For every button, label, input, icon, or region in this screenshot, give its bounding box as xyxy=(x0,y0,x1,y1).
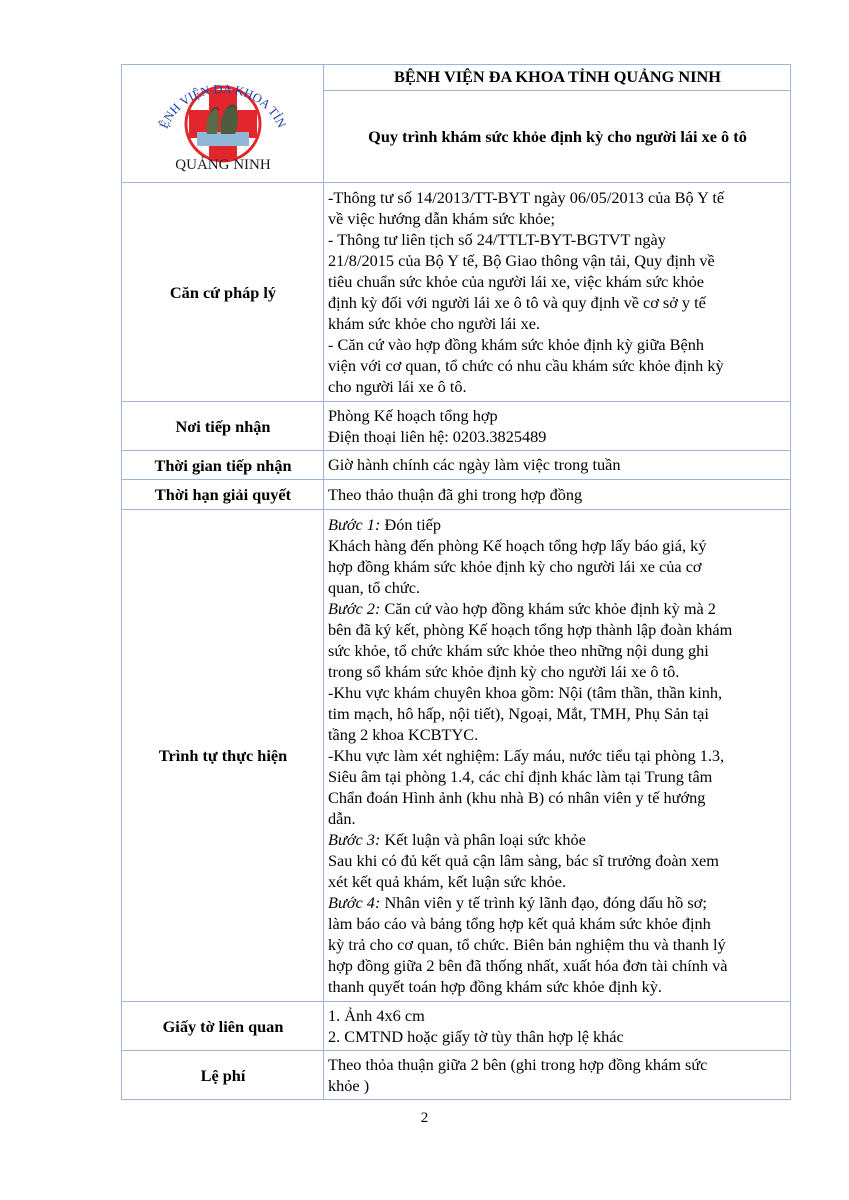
documents-label: Giấy tờ liên quan xyxy=(122,1002,324,1051)
step-3-heading xyxy=(328,829,787,850)
procedure-content xyxy=(324,510,791,1002)
procedure-label: Trình tự thực hiện xyxy=(122,510,324,1002)
row-documents xyxy=(122,1002,791,1051)
legal-basis-line: khám sức khỏe cho người lái xe. xyxy=(328,314,541,333)
step-1-line: quan, tổ chức. xyxy=(328,578,421,597)
fee-line: Theo thỏa thuận giữa 2 bên (ghi trong hợp đồng khám sức xyxy=(328,1055,708,1074)
legal-basis-line: về việc hướng dẫn khám sức khỏe; xyxy=(328,209,555,228)
row-reception-time xyxy=(122,451,791,480)
step-4-label: Bước 4: xyxy=(328,893,381,912)
logo-bottom-text: QUẢNG NINH xyxy=(174,157,271,173)
step-1-line: Khách hàng đến phòng Kế hoạch tổng hợp lấy báo giá, ký xyxy=(328,536,707,555)
page-number: 2 xyxy=(420,1110,429,1126)
step-4-line: làm báo cáo và bảng tổng hợp kết quả khám sức khỏe định xyxy=(328,914,711,933)
step-3-line: xét kết quả khám, kết luận sức khỏe. xyxy=(328,872,567,891)
row-legal-basis xyxy=(122,183,791,402)
step-2-line: Siêu âm tại phòng 1.4, các chỉ định khác làm tại Trung tâm xyxy=(328,767,713,786)
row-procedure xyxy=(122,510,791,1002)
legal-basis-line: - Thông tư liên tịch số 24/TTLT-BYT-BGTVT ngày xyxy=(328,230,666,249)
step-4-line: hợp đồng giữa 2 bên đã thống nhất, xuất hóa đơn tài chính và xyxy=(328,956,728,975)
legal-basis-line: -Thông tư số 14/2013/TT-BYT ngày 06/05/2013 của Bộ Y tế xyxy=(328,188,725,207)
step-2-first: Căn cứ vào hợp đồng khám sức khỏe định kỳ mà 2 xyxy=(380,599,716,618)
step-4-line: kỳ trả cho cơ quan, tổ chức. Biên bản nghiệm thu và thanh lý xyxy=(328,935,726,954)
logo-cell xyxy=(122,65,324,183)
step-1-label: Bước 1: xyxy=(328,515,381,534)
legal-basis-line: tiêu chuẩn sức khỏe của người lái xe, việc khám sức khỏe xyxy=(328,272,704,291)
hospital-logo xyxy=(149,68,297,174)
step-2-line: Chẩn đoán Hình ảnh (khu nhà B) có nhân viên y tế hướng xyxy=(328,788,706,807)
step-2-label: Bước 2: xyxy=(328,599,381,618)
legal-basis-line: - Căn cứ vào hợp đồng khám sức khỏe định kỳ giữa Bệnh xyxy=(328,335,705,354)
step-4-first: Nhân viên y tế trình ký lãnh đạo, đóng dấu hồ sơ; xyxy=(380,893,707,912)
reception-label: Nơi tiếp nhận xyxy=(122,402,324,451)
reception-line: Phòng Kế hoạch tổng hợp xyxy=(328,406,498,425)
row-reception xyxy=(122,402,791,451)
step-2-line: tầng 2 khoa KCBTYC. xyxy=(328,725,479,744)
deadline-value: Theo thảo thuận đã ghi trong hợp đồng xyxy=(324,480,791,510)
reception-phone: Điện thoại liên hệ: 0203.3825489 xyxy=(328,427,547,446)
row-deadline xyxy=(122,480,791,510)
legal-basis-line: viện với cơ quan, tổ chức có nhu cầu khám sức khỏe định kỳ xyxy=(328,356,724,375)
legal-basis-line: định kỳ đối với người lái xe ô tô và quy định về cơ sở y tế xyxy=(328,293,706,312)
step-3-title: Kết luận và phân loại sức khỏe xyxy=(380,830,586,849)
step-1-heading xyxy=(328,514,787,535)
fee-content xyxy=(324,1051,791,1100)
fee-label: Lệ phí xyxy=(122,1051,324,1100)
step-2-heading xyxy=(328,598,787,619)
step-2-line: dẫn. xyxy=(328,809,356,828)
step-3-line: Sau khi có đủ kết quả cận lâm sàng, bác sĩ trưởng đoàn xem xyxy=(328,851,719,870)
legal-basis-content xyxy=(324,183,791,402)
step-4-heading xyxy=(328,892,787,913)
procedure-title: Quy trình khám sức khỏe định kỳ cho người lái xe ô tô xyxy=(324,90,791,182)
legal-basis-label: Căn cứ pháp lý xyxy=(122,183,324,402)
reception-time-label: Thời gian tiếp nhận xyxy=(122,451,324,480)
documents-content xyxy=(324,1002,791,1051)
hospital-name: BỆNH VIỆN ĐA KHOA TỈNH QUẢNG NINH xyxy=(324,65,791,91)
legal-basis-line: cho người lái xe ô tô. xyxy=(328,377,467,396)
step-2-line: -Khu vực làm xét nghiệm: Lấy máu, nước tiểu tại phòng 1.3, xyxy=(328,746,725,765)
step-2-line: sức khỏe, tổ chức khám sức khỏe theo những nội dung ghi xyxy=(328,641,709,660)
deadline-label: Thời hạn giải quyết xyxy=(122,480,324,510)
fee-line: khỏe ) xyxy=(328,1076,370,1095)
step-2-line: tim mạch, hô hấp, nội tiết), Ngoại, Mắt, TMH, Phụ Sản tại xyxy=(328,704,709,723)
step-2-line: -Khu vực khám chuyên khoa gồm: Nội (tâm thần, thần kinh, xyxy=(328,683,723,702)
logo-arc-text: ỆNH VIỆN ĐA KHOA TỈN xyxy=(156,81,289,131)
step-4-line: thanh quyết toán hợp đồng khám sức khỏe định kỳ. xyxy=(328,977,662,996)
documents-line: 1. Ảnh 4x6 cm xyxy=(328,1006,425,1025)
procedure-table xyxy=(121,64,791,1100)
step-2-line: trong sổ khám sức khỏe định kỳ cho người lái xe ô tô. xyxy=(328,662,680,681)
reception-content xyxy=(324,402,791,451)
step-1-line: hợp đồng khám sức khỏe định kỳ cho người lái xe của cơ xyxy=(328,557,702,576)
reception-time-value: Giờ hành chính các ngày làm việc trong tuần xyxy=(324,451,791,480)
step-3-label: Bước 3: xyxy=(328,830,381,849)
row-fee xyxy=(122,1051,791,1100)
legal-basis-line: 21/8/2015 của Bộ Y tế, Bộ Giao thông vận tải, Quy định về xyxy=(328,251,715,270)
step-2-line: bên đã ký kết, phòng Kế hoạch tổng hợp thành lập đoàn khám xyxy=(328,620,733,639)
documents-line: 2. CMTND hoặc giấy tờ tùy thân hợp lệ khác xyxy=(328,1027,624,1046)
step-1-title: Đón tiếp xyxy=(380,515,441,534)
